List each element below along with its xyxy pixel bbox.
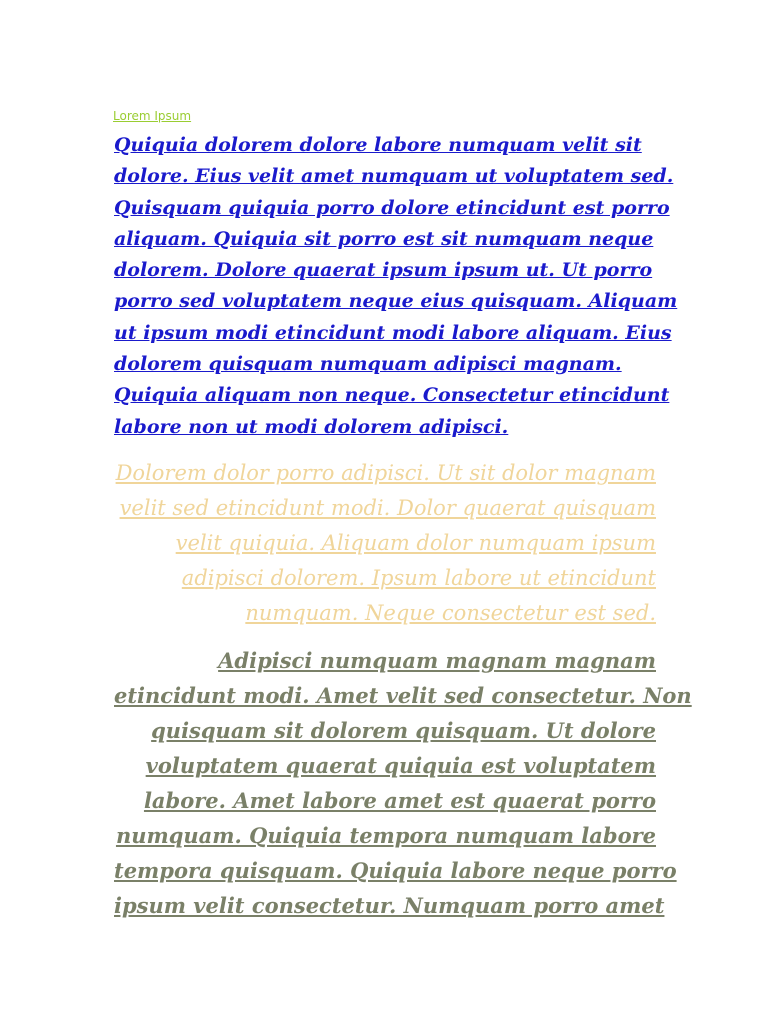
paragraph-line: Quisquam quiquia porro dolore etincidunt est porro [114, 196, 670, 219]
paragraph-1 [114, 130, 678, 443]
paragraph-line: labore non ut modi dolorem adipisci. [114, 415, 509, 438]
paragraph-line: aliquam. Quiquia sit porro est sit numquam neque [114, 227, 654, 250]
paragraph-line: voluptatem quaerat quiquia est voluptatem [145, 753, 656, 778]
paragraph-line: ipsum velit consectetur. Numquam porro amet [114, 893, 665, 918]
paragraph-line: etincidunt modi. Amet velit sed consectetur. Non [114, 683, 692, 708]
paragraph-line: dolorem. Dolore quaerat ipsum ipsum ut. Ut porro [114, 259, 653, 282]
document-heading: Lorem Ipsum [113, 109, 192, 123]
paragraph-line: Adipisci numquam magnam magnam [218, 648, 656, 673]
paragraph-line: Quiquia aliquam non neque. Consectetur etincidunt [114, 384, 670, 407]
paragraph-line: labore. Amet labore amet est quaerat porro [143, 788, 656, 813]
paragraph-3 [114, 643, 692, 923]
paragraph-line: quisquam sit dolorem quisquam. Ut dolore [151, 718, 656, 743]
paragraph-line: numquam. Quiquia tempora numquam labore [115, 823, 656, 848]
paragraph-line: dolore. Eius velit amet numquam ut voluptatem sed. [114, 165, 674, 188]
paragraph-line: adipisci dolorem. Ipsum labore ut etincidunt [181, 566, 656, 590]
paragraph-line: velit quiquia. Aliquam dolor numquam ipsum [175, 531, 656, 555]
paragraph-line: tempora quisquam. Quiquia labore neque porro [114, 858, 677, 883]
paragraph-line: dolorem quisquam numquam adipisci magnam. [114, 353, 622, 376]
paragraph-2 [114, 456, 656, 631]
paragraph-line: Dolorem dolor porro adipisci. Ut sit dolor magnam [115, 461, 656, 485]
paragraph-line: Quiquia dolorem dolore labore numquam velit sit [114, 134, 642, 156]
paragraph-line: ut ipsum modi etincidunt modi labore aliquam. Eius [114, 321, 672, 344]
paragraph-line: velit sed etincidunt modi. Dolor quaerat quisquam [119, 496, 656, 520]
paragraph-line: porro sed voluptatem neque eius quisquam. Aliquam [114, 290, 678, 313]
paragraph-line: numquam. Neque consectetur est sed. [245, 601, 656, 625]
